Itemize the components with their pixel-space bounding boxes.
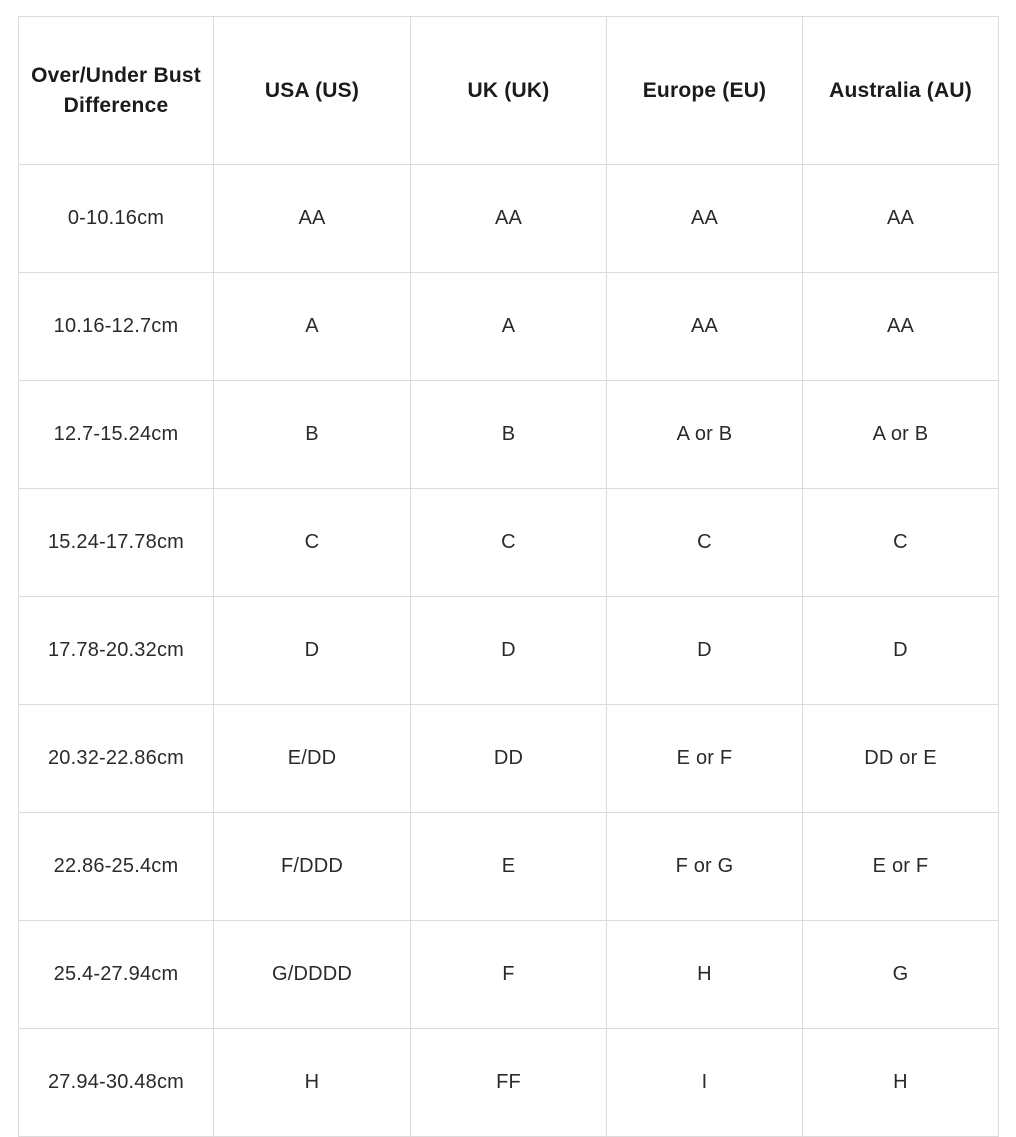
bra-size-conversion-table xyxy=(18,16,999,1137)
table-header-row xyxy=(19,17,999,165)
table-row xyxy=(19,381,999,489)
cell-australia-size: D xyxy=(803,597,999,705)
cell-bust-difference: 12.7-15.24cm xyxy=(19,381,214,489)
cell-europe-size: H xyxy=(607,921,803,1029)
cell-australia-size: H xyxy=(803,1029,999,1137)
cell-uk-size: F xyxy=(411,921,607,1029)
cell-usa-size: C xyxy=(214,489,411,597)
cell-usa-size: E/DD xyxy=(214,705,411,813)
cell-australia-size: AA xyxy=(803,165,999,273)
cell-uk-size: C xyxy=(411,489,607,597)
table-row xyxy=(19,921,999,1029)
column-header-bust-difference: Over/Under Bust Difference xyxy=(19,17,214,165)
cell-uk-size: FF xyxy=(411,1029,607,1137)
cell-europe-size: I xyxy=(607,1029,803,1137)
cell-usa-size: G/DDDD xyxy=(214,921,411,1029)
cell-bust-difference: 0-10.16cm xyxy=(19,165,214,273)
cell-bust-difference: 10.16-12.7cm xyxy=(19,273,214,381)
cell-australia-size: E or F xyxy=(803,813,999,921)
cell-bust-difference: 20.32-22.86cm xyxy=(19,705,214,813)
cell-bust-difference: 15.24-17.78cm xyxy=(19,489,214,597)
cell-australia-size: DD or E xyxy=(803,705,999,813)
table-row xyxy=(19,489,999,597)
cell-europe-size: E or F xyxy=(607,705,803,813)
cell-bust-difference: 25.4-27.94cm xyxy=(19,921,214,1029)
column-header-uk: UK (UK) xyxy=(411,17,607,165)
cell-bust-difference: 27.94-30.48cm xyxy=(19,1029,214,1137)
cell-usa-size: D xyxy=(214,597,411,705)
cell-uk-size: D xyxy=(411,597,607,705)
cell-europe-size: D xyxy=(607,597,803,705)
table-row xyxy=(19,813,999,921)
cell-usa-size: F/DDD xyxy=(214,813,411,921)
table-row xyxy=(19,597,999,705)
cell-bust-difference: 17.78-20.32cm xyxy=(19,597,214,705)
cell-australia-size: C xyxy=(803,489,999,597)
cell-australia-size: A or B xyxy=(803,381,999,489)
cell-usa-size: H xyxy=(214,1029,411,1137)
column-header-usa: USA (US) xyxy=(214,17,411,165)
cell-uk-size: B xyxy=(411,381,607,489)
table-row xyxy=(19,165,999,273)
cell-uk-size: A xyxy=(411,273,607,381)
cell-europe-size: F or G xyxy=(607,813,803,921)
table-header xyxy=(19,17,999,165)
cell-uk-size: AA xyxy=(411,165,607,273)
cell-europe-size: C xyxy=(607,489,803,597)
cell-usa-size: B xyxy=(214,381,411,489)
column-header-europe: Europe (EU) xyxy=(607,17,803,165)
column-header-australia: Australia (AU) xyxy=(803,17,999,165)
cell-bust-difference: 22.86-25.4cm xyxy=(19,813,214,921)
cell-usa-size: AA xyxy=(214,165,411,273)
table-body xyxy=(19,165,999,1137)
cell-australia-size: AA xyxy=(803,273,999,381)
cell-australia-size: G xyxy=(803,921,999,1029)
cell-usa-size: A xyxy=(214,273,411,381)
table-row xyxy=(19,273,999,381)
cell-europe-size: A or B xyxy=(607,381,803,489)
cell-europe-size: AA xyxy=(607,273,803,381)
table-row xyxy=(19,1029,999,1137)
cell-uk-size: E xyxy=(411,813,607,921)
cell-uk-size: DD xyxy=(411,705,607,813)
table-row xyxy=(19,705,999,813)
cell-europe-size: AA xyxy=(607,165,803,273)
